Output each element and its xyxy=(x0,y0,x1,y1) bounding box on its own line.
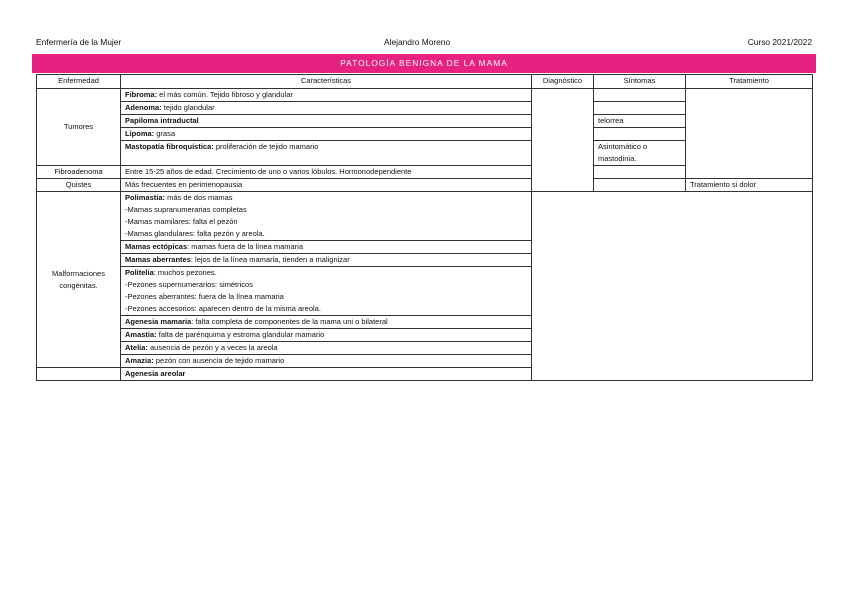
col-sintomas: Síntomas xyxy=(594,75,686,89)
malf-left-spacer xyxy=(37,368,121,381)
malf-ectopicas: Mamas ectópicas: mamas fuera de la línea mamaria xyxy=(121,241,532,254)
table-row xyxy=(37,179,813,192)
header-course: Curso 2021/2022 xyxy=(747,37,812,47)
disease-tumores: Tumores xyxy=(37,89,121,166)
tratamiento-dolor: Tratamiento si dolor xyxy=(686,179,813,192)
disease-quistes: Quistes xyxy=(37,179,121,192)
page-title: PATOLOGÍA BENIGNA DE LA MAMA xyxy=(32,54,816,73)
sintoma-cell xyxy=(594,166,686,179)
table-row xyxy=(37,192,813,241)
tumor-lipoma: Lipoma: grasa xyxy=(121,128,532,141)
tumor-adenoma: Adenoma: tejido glandular xyxy=(121,102,532,115)
sintoma-cell xyxy=(594,89,686,102)
malf-aberrantes: Mamas aberrantes: lejos de la línea mamaria, tienden a malignizar xyxy=(121,254,532,267)
tratamiento-cell xyxy=(686,89,813,179)
header-subject: Enfermería de la Mujer xyxy=(36,37,122,47)
col-caracteristicas: Características xyxy=(121,75,532,89)
sintoma-cell xyxy=(594,128,686,141)
tumor-fibroma: Fibroma: el más común. Tejido fibroso y glandular xyxy=(121,89,532,102)
malf-polimastia: Polimastia: más de dos mamas -Mamas supranumerarias completas -Mamas mamilares: falta el pezón -Mamas glandulares: falta pezón y areola. xyxy=(121,192,532,241)
col-diagnostico: Diagnóstico xyxy=(532,75,594,89)
table-row xyxy=(37,89,813,102)
sintoma-cell xyxy=(594,179,686,192)
sintoma-asintomatico: Asintomático o mastodinia. xyxy=(594,141,686,166)
col-tratamiento: Tratamiento xyxy=(686,75,813,89)
sintoma-telorrea: telorrea xyxy=(594,115,686,128)
malf-politelia: Politelia: muchos pezones. -Pezones supernumerarios: simétricos -Pezones aberrantes: fuera de la línea mamaria -Pezones accesorios: aparecen dentro de la misma areola. xyxy=(121,267,532,316)
fibroadenoma-desc: Entre 15-25 años de edad. Crecimiento de uno o varios lóbulos. Hormonodependiente xyxy=(121,166,532,179)
table-header-row xyxy=(37,75,813,89)
empty-cell xyxy=(532,192,813,381)
malf-atelia: Atelia: ausencia de pezón y a veces la areola xyxy=(121,342,532,355)
malf-amastia: Amastia: falta de parénquima y estroma glandular mamario xyxy=(121,329,532,342)
tumor-mastopatia: Mastopatía fibroquística: proliferación de tejido mamario xyxy=(121,141,532,166)
malf-agenesia-mamaria: Agenesia mamaria: falta completa de componentes de la mama uni o bilateral xyxy=(121,316,532,329)
disease-fibroadenoma: Fibroadenoma xyxy=(37,166,121,179)
col-enfermedad: Enfermedad xyxy=(37,75,121,89)
disease-malformaciones: Malformaciones congénitas. xyxy=(37,192,121,368)
quistes-desc: Más frecuentes en perimenopausia xyxy=(121,179,532,192)
malf-agenesia-areolar: Agenesia areolar xyxy=(121,368,532,381)
tumor-papiloma: Papiloma intraductal xyxy=(121,115,532,128)
sintoma-cell xyxy=(594,102,686,115)
header-author: Alejandro Moreno xyxy=(384,37,451,47)
malf-amazia: Amazia: pezón con ausencia de tejido mamario xyxy=(121,355,532,368)
diagnostico-cell xyxy=(532,89,594,192)
pathology-table xyxy=(36,74,813,381)
